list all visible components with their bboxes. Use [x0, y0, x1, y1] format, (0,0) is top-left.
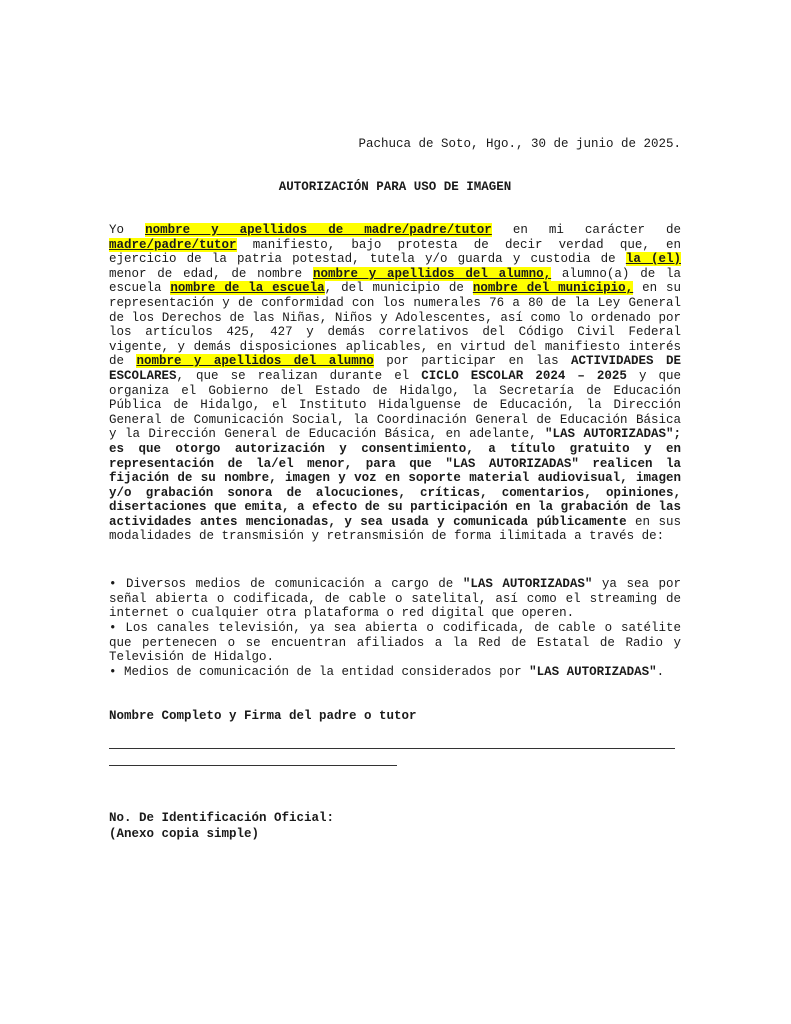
bullet-bold: "LAS AUTORIZADAS" [529, 665, 657, 679]
body-text: en su representación y de conformidad con los numerales 76 a 80 de la Ley General de los Derechos de las Niñas, Niños y Adolescentes, así como lo ordenado por los artículos 425, 427 y demás correlativos del Código Civil Federal vigente, y demás disposiciones aplicables, en virtud del manifiesto interés de [109, 281, 681, 369]
signature-line-continued [109, 765, 397, 766]
placeholder-municipality: nombre del municipio, [472, 281, 634, 296]
bullet-item [109, 621, 681, 665]
id-note: (Anexo copia simple) [109, 827, 260, 841]
bullet-item [109, 665, 681, 680]
bullet-text: • Los canales televisión, ya sea abierta o codificada, de cable o satélite que pertenecen o se encuentran afiliados a la Red de Estatal de Radio y Televisión de Hidalgo. [109, 621, 681, 665]
placeholder-article: la (el) [625, 252, 681, 267]
authorization-paragraph [109, 223, 681, 544]
body-text: alumno(a) de la escuela [109, 266, 681, 296]
bullet-item [109, 577, 681, 621]
bullet-text: • Medios de comunicación de la entidad considerados por [109, 665, 530, 679]
placeholder-parent-name: nombre y apellidos de madre/padre/tutor [145, 223, 492, 237]
body-text: y que organiza el Gobierno del Estado de Hidalgo, la Secretaría de Educación Pública de Hidalgo, el Instituto Hidalguense de Educación, la Dirección General de Comunicación Social, la Coordinación General de Educación Básica y la Dirección General de Educación Básica, en adelante, [109, 368, 681, 442]
id-label: No. De Identificación Oficial: [109, 811, 335, 825]
document-date: Pachuca de Soto, Hgo., 30 de junio de 2025. [358, 137, 681, 151]
body-text: en mi carácter de [491, 223, 681, 237]
body-text: Yo [109, 223, 146, 237]
body-text: por participar en las [373, 354, 572, 369]
bullet-text: ya sea por señal abierta o codificada, de cable o satelital, así como el streaming de internet o cualquier otra plataforma o red digital que operen. [109, 577, 682, 621]
bullet-text: • Diversos medios de comunicación a cargo de [109, 577, 463, 591]
body-text: , del municipio de [324, 281, 473, 296]
bullet-text: . [656, 665, 665, 679]
placeholder-student-name-2: nombre y apellidos del alumno [136, 354, 374, 369]
signature-line [109, 748, 675, 749]
bold-activities: ACTIVIDADES DE ESCOLARES [109, 354, 681, 383]
placeholder-parent-role: madre/padre/tutor [109, 237, 237, 252]
body-text: manifiesto, bajo protesta de decir verdad que, en ejercicio de la patria potestad, tutela y/o guarda y custodia de [109, 237, 681, 267]
body-text: , que se realizan durante el [176, 368, 422, 383]
body-text: en sus modalidades de transmisión y retransmisión de forma ilimitada a través de: [109, 514, 681, 544]
bold-school-cycle: CICLO ESCOLAR 2024 – 2025 [421, 368, 627, 383]
bullet-bold: "LAS AUTORIZADAS" [462, 577, 593, 591]
placeholder-student-name: nombre y apellidos del alumno, [312, 266, 552, 281]
bold-consent-clause: "LAS AUTORIZADAS"; es que otorgo autorización y consentimiento, a título gratuito y en representación de la/el menor, para que "LAS AUTORIZADAS" realicen la fijación de su nombre, imagen y voz en soporte material audiovisual, imagen y/o grabación sonora de alocuciones, críticas, comentarios, opiniones, disertaciones que emita, a efecto de su participación en la grabación de las actividades antes mencionadas, y sea usada y comunicada públicamente [109, 427, 681, 529]
identification-block [109, 810, 334, 842]
document-title: AUTORIZACIÓN PARA USO DE IMAGEN [278, 180, 512, 194]
placeholder-school-name: nombre de la escuela [170, 281, 325, 296]
body-text: menor de edad, de nombre [109, 266, 313, 281]
signature-label: Nombre Completo y Firma del padre o tutor [109, 709, 417, 723]
